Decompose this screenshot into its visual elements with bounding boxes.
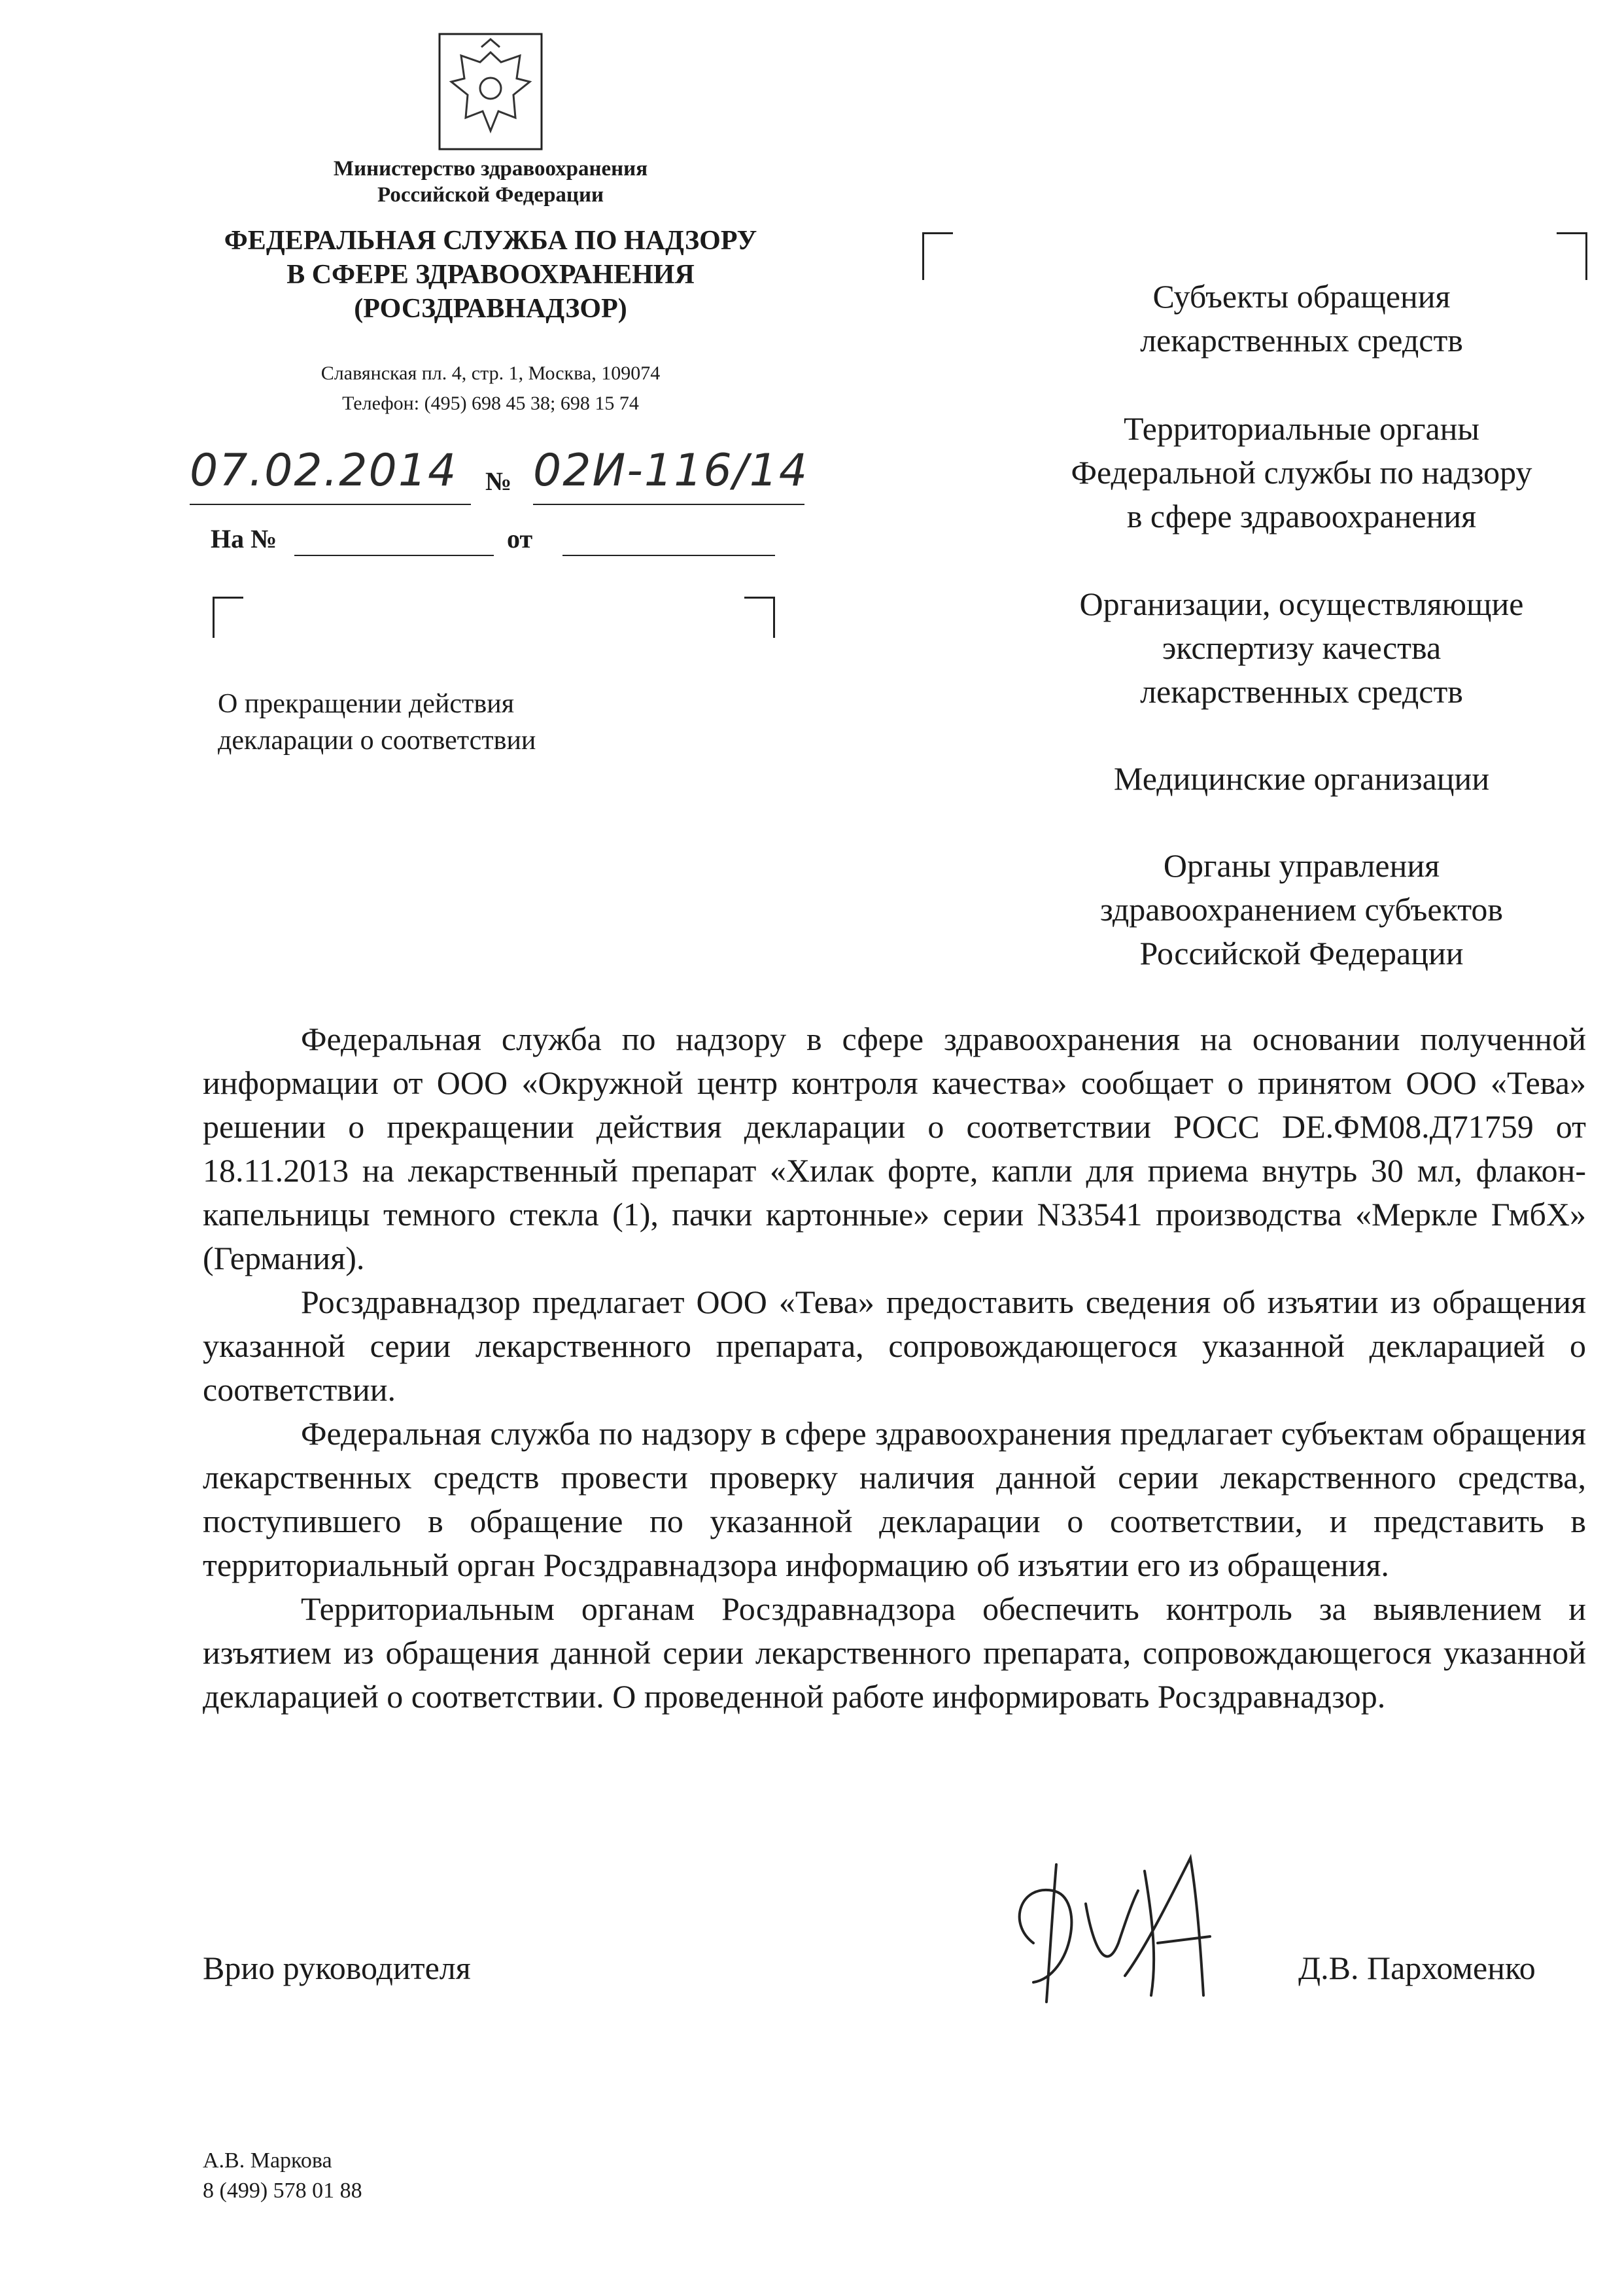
recipient-line: лекарственных средств xyxy=(1140,322,1463,359)
ministry-name xyxy=(255,156,726,208)
recipient-block-5 xyxy=(981,844,1622,975)
reference-date-line xyxy=(562,555,775,556)
body-paragraph: Территориальным органам Росздравнадзора обеспечить контроль за выявлением и изъятием из обращения данной серии лекарственного препарата, сопровождающегося указанной декларацией о соответствии. О проведенной работе информировать Росздравнадзор. xyxy=(203,1590,1586,1715)
ministry-line-2: Российской Федерации xyxy=(377,183,604,207)
recipient-line: Органы управления xyxy=(1163,847,1440,884)
letter-subject xyxy=(218,686,741,759)
recipient-line: Российской Федерации xyxy=(1139,935,1464,972)
body-paragraph: Федеральная служба по надзору в сфере здравоохранения предлагает субъектам обращения лекарственных средств провести проверку наличия данной серии лекарственного средства, поступившего в обращение по указанной декларации о соответствии, и представить в территориальный орган Росздравнадзора информацию об изъятии его из обращения. xyxy=(203,1415,1586,1583)
number-underline xyxy=(533,504,804,505)
service-name xyxy=(167,224,814,326)
letter-date: 07.02.2014 xyxy=(190,445,458,497)
recipient-line: Субъекты обращения xyxy=(1152,278,1451,315)
signatory-name: Д.В. Пархоменко xyxy=(1298,1950,1536,1986)
executor-block xyxy=(203,2146,362,2206)
service-line-2: В СФЕРЕ ЗДРАВООХРАНЕНИЯ xyxy=(286,260,695,290)
recipient-line: Организации, осуществляющие xyxy=(1079,586,1524,622)
recipient-line: Территориальные органы xyxy=(1123,410,1480,447)
recipient-block-4 xyxy=(981,757,1622,801)
subject-line-1: О прекращении действия xyxy=(218,689,515,719)
subject-line-2: декларации о соответствии xyxy=(218,726,536,756)
body-paragraph: Федеральная служба по надзору в сфере здравоохранения на основании полученной информации от ООО «Окружной центр контроля качества» сообщает о принятом ООО «Тева» решении о прекращении действия декларации о соответствии РОСС DE.ФМ08.Д71759 от 18.11.2013 на лекарственный препарат «Хилак форте, капли для приема внутрь 30 мл, флакон-капельницы темного стекла (1), пачки картонные» серии N33541 производства «Меркле ГмбХ» (Германия). xyxy=(203,1021,1586,1276)
reference-number-line xyxy=(294,555,494,556)
recipient-block-1 xyxy=(981,275,1622,362)
date-underline xyxy=(190,504,471,505)
subject-corner-left xyxy=(213,597,243,638)
recipient-line: лекарственных средств xyxy=(1140,673,1463,710)
service-line-1: ФЕДЕРАЛЬНАЯ СЛУЖБА ПО НАДЗОРУ xyxy=(224,226,757,256)
recipient-line: в сфере здравоохранения xyxy=(1126,498,1477,534)
reference-number-label: На № xyxy=(211,524,277,553)
executor-name: А.В. Маркова xyxy=(203,2148,332,2173)
handwritten-signature-icon xyxy=(994,1845,1230,2015)
address: Славянская пл. 4, стр. 1, Москва, 109074 xyxy=(320,362,661,384)
recipient-line: здравоохранением субъектов xyxy=(1099,891,1504,928)
subject-corner-right xyxy=(744,597,775,638)
body-paragraph: Росздравнадзор предлагает ООО «Тева» предоставить сведения об изъятии из обращения указанной серии лекарственного препарата, сопровождающегося указанной декларацией о соответствии. xyxy=(203,1284,1586,1408)
executor-phone: 8 (499) 578 01 88 xyxy=(203,2179,362,2203)
reference-from-label: от xyxy=(507,524,533,553)
letter-number: 02И-116/14 xyxy=(533,445,809,497)
coat-of-arms-emblem-icon xyxy=(438,33,543,150)
ministry-line-1: Министерство здравоохранения xyxy=(333,157,648,181)
number-sign: № xyxy=(485,466,512,496)
recipient-corner-left xyxy=(922,232,953,280)
contact-block xyxy=(222,359,759,419)
recipient-line: Медицинские организации xyxy=(1113,760,1490,797)
phone: Телефон: (495) 698 45 38; 698 15 74 xyxy=(342,393,639,414)
recipient-line: Федеральной службы по надзору xyxy=(1071,454,1532,491)
recipient-corner-right xyxy=(1557,232,1587,280)
recipient-line: экспертизу качества xyxy=(1162,629,1442,666)
service-line-3: (РОСЗДРАВНАДЗОР) xyxy=(354,294,627,324)
recipient-block-2 xyxy=(981,407,1622,538)
signatory-position: Врио руководителя xyxy=(203,1950,471,1986)
letter-body xyxy=(203,1017,1586,1719)
recipient-block-3 xyxy=(981,582,1622,714)
